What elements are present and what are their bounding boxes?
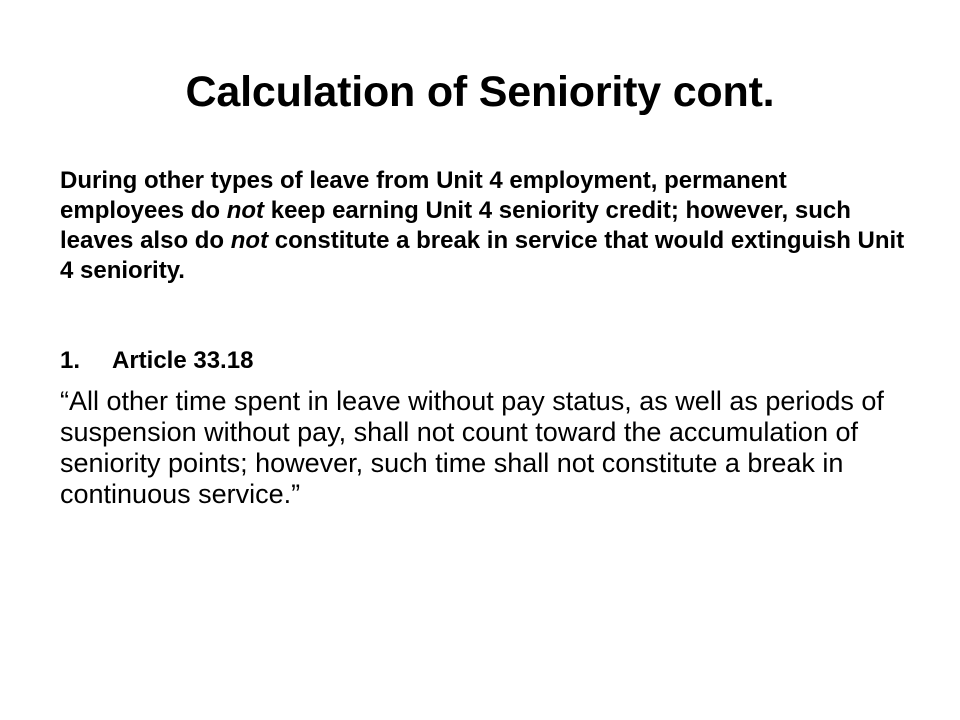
intro-text-2: keep earning Unit 4 seniority credit; however, such leaves also do — [60, 197, 851, 254]
intro-text-3: constitute a break in service that would extinguish Unit 4 seniority. — [60, 227, 905, 284]
intro-paragraph — [60, 166, 910, 286]
list-item — [60, 346, 910, 376]
intro-emphasis-not-1: not — [226, 197, 265, 224]
list-item-number: 1. — [60, 347, 81, 374]
intro-text-1: During other types of leave from Unit 4 employment, permanent employees do — [60, 167, 787, 224]
article-quote: “All other time spent in leave without pay status, as well as periods of suspension without pay, shall not count toward the accumulation of seniority points; however, such time shall not constitute a break in continuous service.” — [60, 386, 884, 509]
slide-title: Calculation of Seniority cont. — [185, 68, 775, 116]
slide-body — [60, 166, 910, 510]
intro-emphasis-not-2: not — [230, 227, 269, 254]
list-item-heading: Article 33.18 — [112, 347, 254, 374]
